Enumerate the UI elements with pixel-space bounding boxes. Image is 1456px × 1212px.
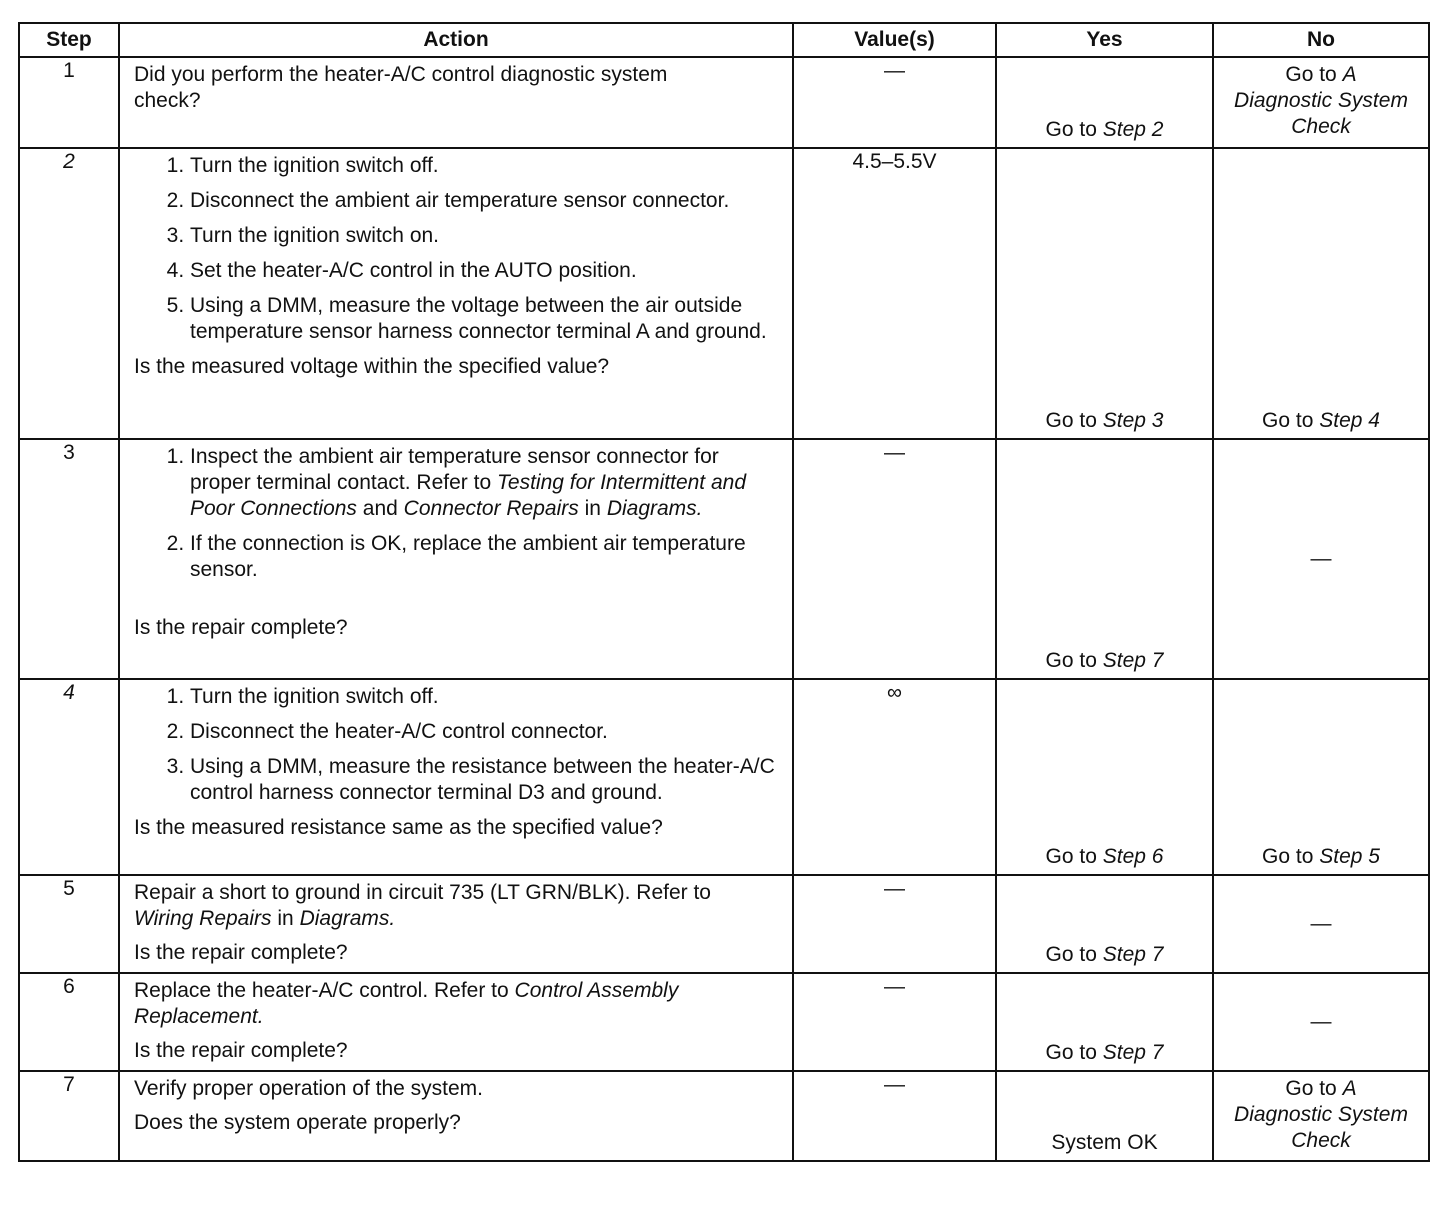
col-header-action: Action bbox=[119, 23, 793, 57]
question-text: Is the repair complete? bbox=[134, 1039, 348, 1062]
table-row bbox=[19, 439, 1429, 679]
yes-cell: Go to Step 6 bbox=[996, 679, 1213, 875]
no-cell: Go to Step 5 bbox=[1213, 679, 1429, 875]
no-cell: — bbox=[1213, 439, 1429, 679]
list-item: 5. Using a DMM, measure the voltage between the air outside temperature sensor harness connector terminal A and ground. bbox=[190, 293, 780, 345]
action-text: Repair a short to ground in circuit 735 (LT GRN/BLK). Refer to Wiring Repairs in Diagrams. bbox=[134, 881, 711, 930]
question-text: Is the measured voltage within the specified value? bbox=[134, 355, 610, 378]
value-cell: — bbox=[793, 1071, 996, 1161]
value-cell: — bbox=[793, 439, 996, 679]
step-number: 6 bbox=[19, 973, 119, 1071]
list-item: 1. Inspect the ambient air temperature sensor connector for proper terminal contact. Refer to Testing for Intermittent and Poor Connections and Connector Repairs in Diagrams. bbox=[190, 444, 780, 522]
action-cell bbox=[119, 57, 793, 148]
procedure-list bbox=[134, 153, 780, 345]
col-header-step: Step bbox=[19, 23, 119, 57]
yes-cell: System OK bbox=[996, 1071, 1213, 1161]
table-row bbox=[19, 148, 1429, 439]
list-item: 4. Set the heater-A/C control in the AUTO position. bbox=[190, 258, 780, 284]
question-text: Is the repair complete? bbox=[134, 941, 348, 964]
col-header-values: Value(s) bbox=[793, 23, 996, 57]
step-number: 7 bbox=[19, 1071, 119, 1161]
table-row bbox=[19, 875, 1429, 973]
action-cell bbox=[119, 148, 793, 439]
col-header-yes: Yes bbox=[996, 23, 1213, 57]
action-text: Verify proper operation of the system. bbox=[134, 1077, 484, 1100]
action-cell bbox=[119, 973, 793, 1071]
value-cell: — bbox=[793, 875, 996, 973]
yes-cell: Go to Step 3 bbox=[996, 148, 1213, 439]
step-number: 1 bbox=[19, 57, 119, 148]
value-cell: ∞ bbox=[793, 679, 996, 875]
value-cell: — bbox=[793, 973, 996, 1071]
action-cell bbox=[119, 875, 793, 973]
action-cell bbox=[119, 1071, 793, 1161]
question-text: Is the repair complete? bbox=[134, 616, 348, 639]
table-row bbox=[19, 57, 1429, 148]
header-row bbox=[19, 23, 1429, 57]
list-item: 3. Using a DMM, measure the resistance between the heater-A/C control harness connector terminal D3 and ground. bbox=[190, 754, 780, 806]
step-number: 4 bbox=[19, 679, 119, 875]
list-item: 2. Disconnect the ambient air temperature sensor connector. bbox=[190, 188, 780, 214]
list-item: 1. Turn the ignition switch off. bbox=[190, 684, 780, 710]
table-row bbox=[19, 973, 1429, 1071]
action-cell bbox=[119, 439, 793, 679]
table-row bbox=[19, 1071, 1429, 1161]
action-cell bbox=[119, 679, 793, 875]
procedure-list bbox=[134, 684, 780, 806]
no-cell: — bbox=[1213, 875, 1429, 973]
list-item: 1. Turn the ignition switch off. bbox=[190, 153, 780, 179]
action-text: Did you perform the heater-A/C control diagnostic system check? bbox=[134, 63, 668, 112]
col-header-no: No bbox=[1213, 23, 1429, 57]
table-row bbox=[19, 679, 1429, 875]
no-cell: Go to A Diagnostic System Check bbox=[1213, 1071, 1429, 1161]
step-number: 3 bbox=[19, 439, 119, 679]
procedure-list bbox=[134, 444, 780, 583]
no-cell: Go to Step 4 bbox=[1213, 148, 1429, 439]
list-item: 2. Disconnect the heater-A/C control connector. bbox=[190, 719, 780, 745]
step-number: 5 bbox=[19, 875, 119, 973]
value-cell: 4.5–5.5V bbox=[793, 148, 996, 439]
list-item: 2. If the connection is OK, replace the ambient air temperature sensor. bbox=[190, 531, 780, 583]
yes-cell: Go to Step 7 bbox=[996, 875, 1213, 973]
list-item: 3. Turn the ignition switch on. bbox=[190, 223, 780, 249]
value-cell: — bbox=[793, 57, 996, 148]
question-text: Does the system operate properly? bbox=[134, 1111, 461, 1134]
no-cell: Go to A Diagnostic System Check bbox=[1213, 57, 1429, 148]
action-text: Replace the heater-A/C control. Refer to Control Assembly Replacement. bbox=[134, 979, 679, 1028]
question-text: Is the measured resistance same as the specified value? bbox=[134, 816, 663, 839]
step-number: 2 bbox=[19, 148, 119, 439]
no-cell: — bbox=[1213, 973, 1429, 1071]
yes-cell: Go to Step 7 bbox=[996, 973, 1213, 1071]
diagnostic-table bbox=[18, 22, 1430, 1162]
yes-cell: Go to Step 2 bbox=[996, 57, 1213, 148]
yes-cell: Go to Step 7 bbox=[996, 439, 1213, 679]
